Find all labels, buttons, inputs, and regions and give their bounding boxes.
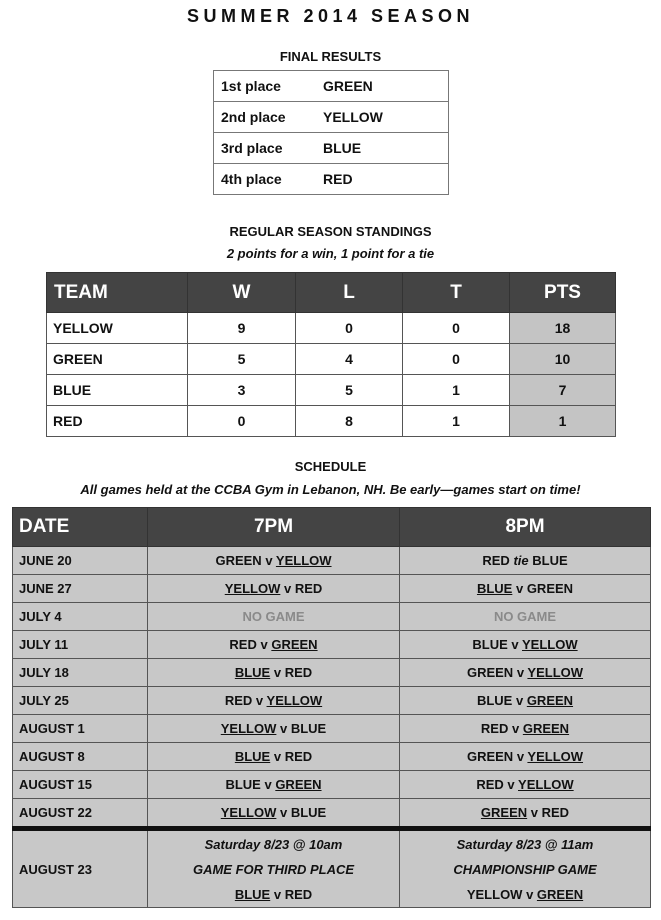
standings-team: RED — [47, 406, 188, 437]
game-separator: v — [513, 665, 528, 680]
game-date: AUGUST 1 — [13, 715, 148, 743]
header-ties: T — [403, 273, 510, 313]
game-separator: v — [276, 721, 291, 736]
game-separator: v — [261, 553, 276, 568]
game-7pm: NO GAME — [148, 603, 400, 631]
team-a: RED — [482, 553, 510, 568]
team-a: RED — [229, 637, 257, 652]
place-team: BLUE — [319, 133, 449, 164]
game-label: CHAMPIONSHIP GAME — [453, 861, 597, 877]
team-b: BLUE — [290, 805, 327, 820]
standings-losses: 0 — [296, 313, 403, 344]
place-team: GREEN — [323, 78, 373, 94]
team-a: RED — [480, 721, 509, 736]
standings-wins: 0 — [188, 406, 296, 437]
header-wins: W — [188, 273, 296, 313]
game-time: Saturday 8/23 @ 10am — [204, 836, 343, 852]
schedule-row — [13, 715, 651, 743]
schedule-heading: SCHEDULE — [294, 459, 367, 474]
standings-team: GREEN — [47, 344, 188, 375]
game-date: JUNE 27 — [13, 575, 148, 603]
game-separator: v — [527, 805, 542, 820]
game-8pm — [400, 799, 651, 829]
team-a: GREEN — [466, 749, 514, 764]
game-8pm — [400, 631, 651, 659]
game-separator: v — [256, 637, 272, 652]
header-date: DATE — [13, 508, 148, 547]
place-label: 2nd place — [214, 102, 320, 133]
place-label: 4th place — [214, 164, 320, 195]
game-separator: v — [512, 581, 527, 596]
standings-wins: 9 — [188, 313, 296, 344]
schedule-row — [13, 687, 651, 715]
place-label: 3rd place — [214, 133, 320, 164]
schedule-row — [13, 743, 651, 771]
header-points: PTS — [510, 273, 616, 313]
standings-team: BLUE — [47, 375, 188, 406]
place-label: 1st place — [221, 78, 281, 94]
team-b: GREEN — [522, 721, 570, 736]
team-b: BLUE — [290, 721, 327, 736]
game-separator: v — [280, 581, 295, 596]
standings-ties: 0 — [403, 313, 510, 344]
team-b: YELLOW — [527, 665, 584, 680]
game-separator: v — [508, 721, 523, 736]
schedule-table — [12, 507, 651, 908]
team-b: YELLOW — [518, 777, 574, 792]
standings-losses: 4 — [296, 344, 403, 375]
final-results-table — [213, 70, 449, 195]
schedule-header-row — [13, 508, 651, 547]
team-a: BLUE — [234, 886, 271, 902]
standings-row — [47, 406, 616, 437]
schedule-row — [13, 575, 651, 603]
team-b: YELLOW — [266, 693, 323, 708]
schedule-row — [13, 547, 651, 575]
place-team: RED — [319, 164, 449, 195]
schedule-row — [13, 771, 651, 799]
team-a: YELLOW — [224, 581, 281, 596]
schedule-row — [13, 631, 651, 659]
team-b: RED — [284, 665, 313, 680]
game-7pm — [148, 631, 400, 659]
final-result-row — [214, 164, 449, 195]
header-7pm: 7PM — [148, 508, 400, 547]
team-a: BLUE — [476, 581, 513, 596]
game-separator: v — [503, 777, 519, 792]
team-b: YELLOW — [522, 637, 578, 652]
standings-ties: 1 — [403, 375, 510, 406]
game-date: AUGUST 22 — [13, 799, 148, 829]
game-7pm — [148, 547, 400, 575]
team-b: YELLOW — [527, 749, 584, 764]
game-7pm — [148, 743, 400, 771]
team-b: GREEN — [271, 637, 318, 652]
schedule-row — [13, 799, 651, 829]
team-a: YELLOW — [220, 805, 277, 820]
standings-losses: 8 — [296, 406, 403, 437]
standings-heading: REGULAR SEASON STANDINGS — [229, 224, 432, 239]
team-a: BLUE — [472, 637, 508, 652]
final-result-row — [214, 71, 449, 102]
team-a: RED — [224, 693, 253, 708]
header-team: TEAM — [47, 273, 188, 313]
game-date: JULY 4 — [13, 603, 148, 631]
standings-row — [47, 375, 616, 406]
game-separator: v — [513, 749, 528, 764]
standings-wins: 5 — [188, 344, 296, 375]
game-date: AUGUST 8 — [13, 743, 148, 771]
standings-wins: 3 — [188, 375, 296, 406]
team-a: BLUE — [234, 665, 271, 680]
game-8pm — [400, 659, 651, 687]
game-date: AUGUST 23 — [13, 829, 148, 908]
game-7pm — [148, 687, 400, 715]
game-matchup — [148, 882, 399, 907]
standings-table — [46, 272, 616, 437]
team-b: RED — [294, 581, 323, 596]
team-a: YELLOW — [220, 721, 277, 736]
standings-team: YELLOW — [47, 313, 188, 344]
game-7pm — [148, 659, 400, 687]
game-7pm — [148, 575, 400, 603]
team-b: RED — [284, 886, 313, 902]
game-8pm — [400, 715, 651, 743]
standings-header-row — [47, 273, 616, 313]
game-separator: v — [252, 693, 267, 708]
final-result-row — [214, 133, 449, 164]
final-result-row — [214, 102, 449, 133]
team-a: BLUE — [476, 693, 513, 708]
schedule-final-row — [13, 829, 651, 908]
game-7pm — [148, 771, 400, 799]
game-8pm — [400, 771, 651, 799]
schedule-note: All games held at the CCBA Gym in Lebanon, NH. Be early—games start on time! — [80, 482, 581, 497]
team-a: BLUE — [225, 777, 261, 792]
championship-game — [400, 829, 651, 908]
standings-points: 10 — [510, 344, 616, 375]
team-b: BLUE — [532, 553, 568, 568]
third-place-game — [148, 829, 400, 908]
standings-note: 2 points for a win, 1 point for a tie — [226, 246, 435, 261]
place-team: YELLOW — [319, 102, 449, 133]
game-7pm — [148, 715, 400, 743]
standings-ties: 0 — [403, 344, 510, 375]
standings-points: 1 — [510, 406, 616, 437]
game-8pm — [400, 575, 651, 603]
standings-ties: 1 — [403, 406, 510, 437]
game-separator: v — [512, 693, 527, 708]
team-a: BLUE — [234, 749, 271, 764]
standings-row — [47, 313, 616, 344]
standings-losses: 5 — [296, 375, 403, 406]
game-time: Saturday 8/23 @ 11am — [456, 836, 594, 852]
game-separator: v — [260, 777, 276, 792]
team-a: GREEN — [215, 553, 262, 568]
game-8pm — [400, 687, 651, 715]
team-b: GREEN — [275, 777, 322, 792]
game-separator: v — [270, 886, 285, 902]
team-b: GREEN — [526, 581, 574, 596]
final-results-heading: FINAL RESULTS — [279, 49, 382, 64]
team-b: RED — [541, 805, 570, 820]
game-separator: v — [507, 637, 522, 652]
game-date: JULY 11 — [13, 631, 148, 659]
game-separator: v — [276, 805, 291, 820]
standings-points: 18 — [510, 313, 616, 344]
standings-points: 7 — [510, 375, 616, 406]
team-a: GREEN — [466, 665, 514, 680]
page-title: SUMMER 2014 SEASON — [186, 6, 475, 26]
game-8pm: NO GAME — [400, 603, 651, 631]
team-b: GREEN — [536, 886, 584, 902]
game-matchup — [400, 882, 650, 907]
game-separator: v — [270, 749, 285, 764]
game-date: JULY 25 — [13, 687, 148, 715]
schedule-row — [13, 603, 651, 631]
header-8pm: 8PM — [400, 508, 651, 547]
game-date: JUNE 20 — [13, 547, 148, 575]
schedule-row — [13, 659, 651, 687]
standings-row — [47, 344, 616, 375]
game-date: AUGUST 15 — [13, 771, 148, 799]
game-separator: tie — [509, 553, 533, 568]
game-8pm — [400, 547, 651, 575]
game-7pm — [148, 799, 400, 829]
team-b: YELLOW — [275, 553, 332, 568]
team-b: GREEN — [526, 693, 574, 708]
game-label: GAME FOR THIRD PLACE — [192, 861, 355, 877]
game-date: JULY 18 — [13, 659, 148, 687]
team-a: RED — [476, 777, 504, 792]
team-b: RED — [284, 749, 313, 764]
team-a: YELLOW — [466, 886, 523, 902]
game-8pm — [400, 743, 651, 771]
team-a: GREEN — [480, 805, 528, 820]
header-losses: L — [296, 273, 403, 313]
game-separator: v — [270, 665, 285, 680]
game-separator: v — [522, 886, 537, 902]
